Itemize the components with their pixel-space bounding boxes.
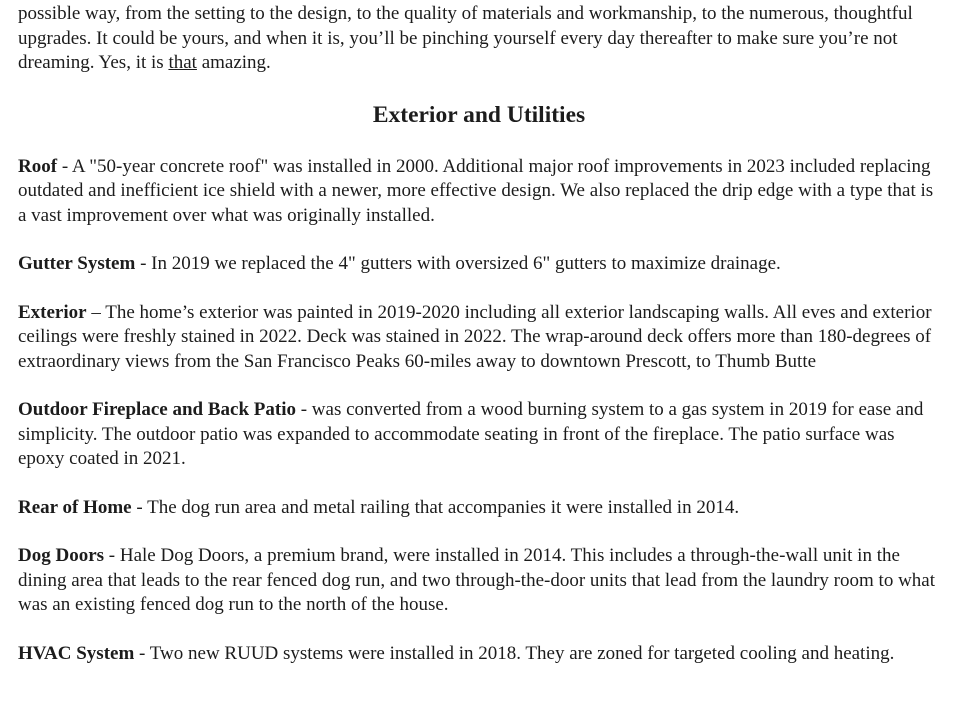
section-gutter-system-separator: - xyxy=(135,253,152,274)
section-outdoor-fireplace-label: Outdoor Fireplace and Back Patio xyxy=(18,399,296,420)
section-rear-of-home-body: The dog run area and metal railing that accompanies it were installed in 2014. xyxy=(147,496,740,518)
section-roof-label: Roof xyxy=(18,155,58,177)
section-gutter-system-label: Gutter System xyxy=(18,253,136,274)
section-hvac-system xyxy=(18,642,940,667)
section-exterior-body: The home’s exterior was painted in 2019-2020 including all exterior landscaping walls. All eves and exterior ceilings were freshly stained in 2022. Deck was stained in 2022. The wrap-around deck offers more than 180-degrees of extraordinary views from the San Francisco Peaks 60-miles away to downtown Prescott, to Thumb Butte xyxy=(18,301,932,372)
section-roof-separator: - xyxy=(57,155,72,177)
section-hvac-system-body: Two new RUUD systems were installed in 2018. They are zoned for targeted cooling and heating. xyxy=(149,642,895,664)
section-roof xyxy=(18,155,940,229)
section-dog-doors-separator: - xyxy=(104,545,120,566)
section-dog-doors-label: Dog Doors xyxy=(18,545,105,566)
intro-text-after: amazing. xyxy=(196,52,271,73)
section-rear-of-home-separator: - xyxy=(131,496,148,518)
section-gutter-system xyxy=(18,252,940,277)
section-roof-body: A "50-year concrete roof" was installed in 2000. Additional major roof improvements in 2023 included replacing outdated and inefficient ice shield with a newer, more effective design. We also replaced the drip edge with a type that is a vast improvement over what was originally installed. xyxy=(18,155,934,226)
section-exterior-separator: – xyxy=(86,301,106,323)
section-outdoor-fireplace-separator: - xyxy=(295,399,312,420)
intro-underlined-word: that xyxy=(168,52,197,73)
section-exterior xyxy=(18,301,940,375)
section-hvac-system-separator: - xyxy=(134,642,150,664)
section-exterior-label: Exterior xyxy=(18,301,87,323)
page-title: Exterior and Utilities xyxy=(372,101,586,128)
section-outdoor-fireplace xyxy=(18,398,940,472)
section-dog-doors xyxy=(18,544,940,618)
section-gutter-system-body: In 2019 we replaced the 4" gutters with oversized 6" gutters to maximize drainage. xyxy=(151,253,781,274)
intro-paragraph xyxy=(18,2,940,76)
intro-text-before: possible way, from the setting to the design, to the quality of materials and workmanship, to the numerous, thoughtful upgrades. It could be yours, and when it is, you’ll be pinching yourself every day thereafter to make sure you’re not dreaming. Yes, it is xyxy=(18,3,913,73)
section-dog-doors-body: Hale Dog Doors, a premium brand, were installed in 2014. This includes a through-the-wall unit in the dining area that leads to the rear fenced dog run, and two through-the-door units that lead from the laundry room to what was an existing fenced dog run to the north of the house. xyxy=(18,545,936,615)
section-outdoor-fireplace-body: was converted from a wood burning system to a gas system in 2019 for ease and simplicity. The outdoor patio was expanded to accommodate seating in front of the fireplace. The patio surface was epoxy coated in 2021. xyxy=(18,399,924,469)
section-hvac-system-label: HVAC System xyxy=(18,642,135,664)
section-rear-of-home-label: Rear of Home xyxy=(18,496,132,518)
section-rear-of-home xyxy=(18,496,940,521)
